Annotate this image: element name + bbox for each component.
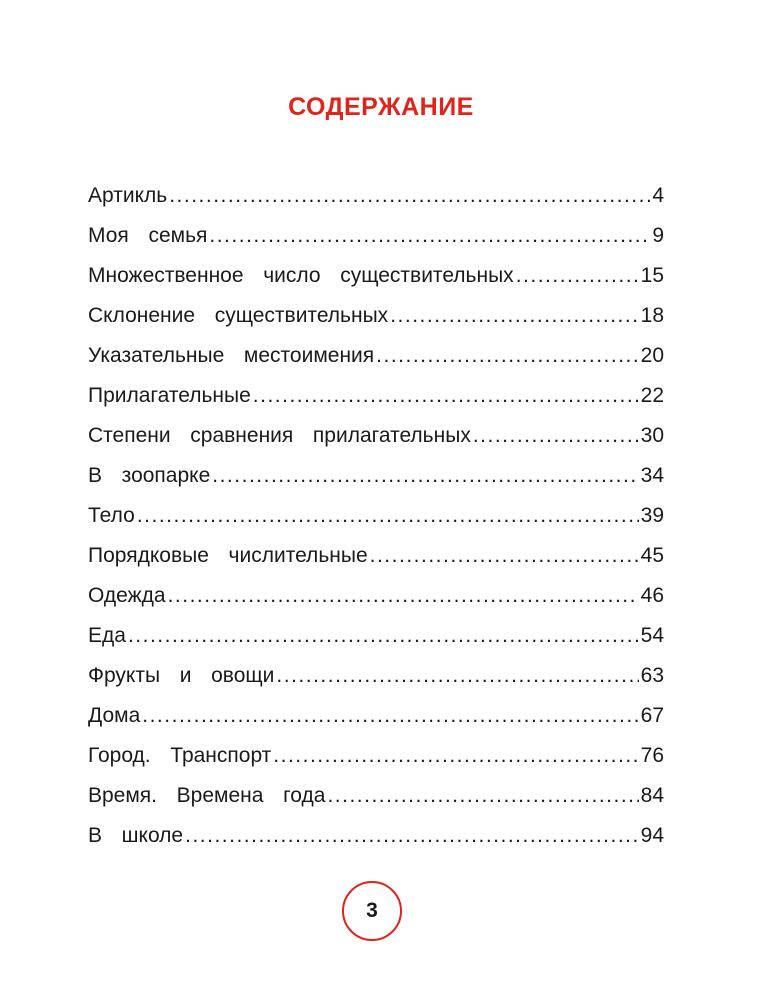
toc-entry	[88, 779, 664, 819]
toc-entry	[88, 819, 664, 859]
table-of-contents	[88, 179, 664, 859]
dot-leader	[390, 299, 638, 333]
dot-leader	[327, 779, 638, 813]
toc-entry	[88, 339, 664, 379]
dot-leader	[516, 259, 639, 293]
dot-leader	[253, 379, 639, 413]
dot-leader	[185, 819, 639, 853]
page-number: 3	[366, 899, 378, 922]
toc-entry-page: 46	[640, 584, 664, 607]
toc-entry-page: 67	[640, 704, 664, 727]
toc-entry	[88, 179, 664, 219]
toc-entry-label: Еда	[88, 624, 126, 647]
toc-entry	[88, 699, 664, 739]
toc-entry-page: 84	[640, 784, 664, 807]
dot-leader	[276, 659, 638, 693]
toc-entry	[88, 739, 664, 779]
dot-leader	[273, 739, 638, 773]
toc-entry-label: Город. Транспорт	[88, 744, 272, 767]
toc-entry-label: В зоопарке	[88, 464, 211, 487]
dot-leader	[142, 699, 638, 733]
toc-entry-page: 20	[640, 344, 664, 367]
dot-leader	[370, 539, 639, 573]
toc-entry-page: 94	[640, 824, 664, 847]
toc-entry-label: Время. Времена года	[88, 784, 326, 807]
dot-leader	[169, 179, 650, 213]
toc-entry	[88, 219, 664, 259]
toc-entry	[88, 499, 664, 539]
toc-entry-page: 45	[640, 544, 664, 567]
toc-entry	[88, 379, 664, 419]
toc-entry-page: 34	[640, 464, 664, 487]
dot-leader	[209, 219, 650, 253]
toc-entry-label: Склонение существительных	[88, 304, 389, 327]
toc-entry-label: Тело	[88, 504, 135, 527]
toc-entry-label: Фрукты и овощи	[88, 664, 275, 687]
toc-entry-page: 39	[640, 504, 664, 527]
dot-leader	[168, 579, 639, 613]
dot-leader	[128, 619, 639, 653]
toc-entry	[88, 259, 664, 299]
toc-entry-page: 76	[640, 744, 664, 767]
toc-entry-page: 4	[652, 184, 664, 207]
toc-entry	[88, 539, 664, 579]
toc-entry	[88, 419, 664, 459]
toc-entry-page: 15	[640, 264, 664, 287]
toc-entry-page: 22	[640, 384, 664, 407]
toc-entry	[88, 579, 664, 619]
toc-entry-label: Артикль	[88, 184, 168, 207]
toc-entry	[88, 659, 664, 699]
toc-entry-label: Указательные местоимения	[88, 344, 375, 367]
dot-leader	[473, 419, 639, 453]
toc-entry-page: 54	[640, 624, 664, 647]
dot-leader	[212, 459, 638, 493]
dot-leader	[376, 339, 638, 373]
page-number-badge	[342, 881, 402, 941]
toc-entry	[88, 459, 664, 499]
toc-entry-label: Множественное число существительных	[88, 264, 514, 287]
toc-entry	[88, 299, 664, 339]
dot-leader	[137, 499, 639, 533]
toc-entry-page: 30	[640, 424, 664, 447]
toc-entry-label: Моя семья	[88, 224, 208, 247]
toc-entry-page: 9	[652, 224, 664, 247]
toc-entry-label: Одежда	[88, 584, 166, 607]
toc-entry-label: Прилагательные	[88, 384, 251, 407]
toc-entry-page: 63	[640, 664, 664, 687]
toc-entry-label: Степени сравнения прилагательных	[88, 424, 471, 447]
contents-title: СОДЕРЖАНИЕ	[288, 93, 474, 121]
toc-entry-page: 18	[640, 304, 664, 327]
toc-entry	[88, 619, 664, 659]
toc-entry-label: В школе	[88, 824, 184, 847]
toc-entry-label: Порядковые числительные	[88, 544, 368, 567]
toc-entry-label: Дома	[88, 704, 141, 727]
